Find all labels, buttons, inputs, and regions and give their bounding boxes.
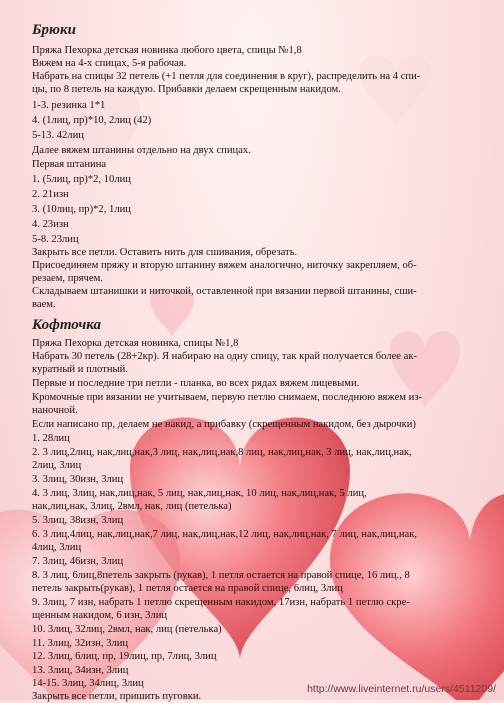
text-line: 11. 3лиц, 32изн, 3лиц: [32, 638, 129, 649]
text-line: 12. 3лиц, 6лиц, пр, 19лиц, пр, 7лиц, 3лиц: [32, 651, 217, 662]
text-line: петель закрыть(рукав), 1 петля остается на правой спице, 6лиц, 3лиц: [32, 583, 343, 594]
text-line: Пряжа Пехорка детская новинка любого цвета, спицы №1,8: [32, 45, 302, 56]
text-line: Пряжа Пехорка детская новинка, спицы №1,8: [32, 338, 239, 349]
text-line: Закрыть все петли, пришить пуговки.: [32, 691, 202, 702]
section-title-blouse: Кофточка: [32, 317, 102, 333]
text-line: наночной.: [32, 405, 78, 416]
text-line: 4. 23изн: [32, 219, 69, 230]
text-line: 3. 3лиц, 30изн, 3лиц: [32, 474, 124, 485]
text-line: 9. 3лиц, 7 изн, набрать 1 петлю скрещенным накидом, 17изн, набрать 1 петлю скре-: [32, 597, 410, 608]
text-line: 2лиц, 3лиц: [32, 460, 82, 471]
text-line: 7. 3лиц, 46изн, 3лиц: [32, 556, 124, 567]
text-line: Вяжем на 4-х спицах, 5-я рабочая.: [32, 58, 187, 69]
text-line: 3. (10лиц, пр)*2, 1лиц: [32, 204, 131, 215]
text-line: 4. 3 лиц, 3лиц, нак,лиц,нак, 5 лиц, нак,лиц,нак, 10 лиц, нак,лиц,нак, 5 лиц,: [32, 488, 367, 499]
text-line: 1-3. резинка 1*1: [32, 100, 106, 111]
text-line: 14-15. 3лиц, 34лиц, 3лиц: [32, 678, 144, 689]
text-line: Кромочные при вязании не учитываем, первую петлю снимаем, последнюю вяжем из-: [32, 392, 423, 403]
text-line: щенным накидом, 6 изн, 3лиц: [32, 610, 168, 621]
text-line: 2. 21изн: [32, 189, 69, 200]
text-line: 6. 3 лиц,4лиц, нак,лиц,нак,7 лиц, нак,лиц,нак,12 лиц, нак,лиц,нак, 7 лиц, нак,лиц,нак,: [32, 529, 418, 540]
text-line: 8. 3 лиц, 6лиц,8петель закрыть (рукав), 1 петля остается на правой спице, 16 лиц., 8: [32, 570, 410, 581]
text-line: Складываем штанишки и ниточкой, оставленной при вязании первой штанины, сши-: [32, 286, 417, 297]
text-line: куратный и плотный.: [32, 364, 128, 375]
text-line: цы, по 8 петель на каждую. Прибавки делаем скрещенным накидом.: [32, 84, 341, 95]
text-line: Закрыть все петли. Оставить нить для сшивания, обрезать.: [32, 247, 298, 258]
text-line: 10. 3лиц, 32лиц, 2вмл, нак, лиц (петелька): [32, 624, 222, 635]
text-line: ваем.: [32, 299, 56, 310]
text-line: нак,лиц,нак, 3лиц, 2вмл, нак, лиц (петелька): [32, 501, 232, 512]
text-line: 5-8. 23лиц: [32, 234, 79, 245]
text-line: 2. 3 лиц,2лиц, нак,лиц,нак,3 лиц, нак,лиц,нак,8 лиц, нак,лиц,нак, 3 лиц, нак,лиц,нак,: [32, 447, 412, 458]
text-line: Набрать на спицы 32 петель (+1 петля для соединения в круг), распределить на 4 спи-: [32, 71, 421, 82]
text-line: Первые и последние три петли - планка, во всех рядах вяжем лицевыми.: [32, 378, 360, 389]
section-title-pants: Брюки: [32, 22, 76, 38]
text-line: Далее вяжем штанины отдельно на двух спицах.: [32, 145, 251, 156]
text-line: 4лиц, 3лиц: [32, 542, 82, 553]
text-line: 13. 3лиц, 34изн, 3лиц: [32, 665, 129, 676]
watermark-url: http://www.liveinternet.ru/users/4511209/: [307, 683, 496, 695]
text-line: резаем, прячем.: [32, 273, 103, 284]
text-line: 4. (1лиц, пр)*10, 2лиц (42): [32, 115, 152, 126]
text-line: 5. 3лиц, 38изн, 3лиц: [32, 515, 124, 526]
text-line: Набрать 30 петель (28+2кр). Я набираю на одну спицу, так край получается более ак-: [32, 351, 418, 362]
text-line: Присоединяем пряжу и вторую штанину вяжем аналогично, ниточку закрепляем, об-: [32, 260, 417, 271]
text-line: 1. (5лиц, пр)*2, 10лиц: [32, 174, 131, 185]
heart-shape: [360, 56, 430, 126]
text-line: Первая штанина: [32, 159, 107, 170]
text-line: 5-13. 42лиц: [32, 130, 84, 141]
text-line: 1. 28лиц: [32, 433, 70, 444]
text-line: Если написано пр, делаем не накид, а прибавку (скрещенным накидом, без дырочки): [32, 419, 416, 430]
